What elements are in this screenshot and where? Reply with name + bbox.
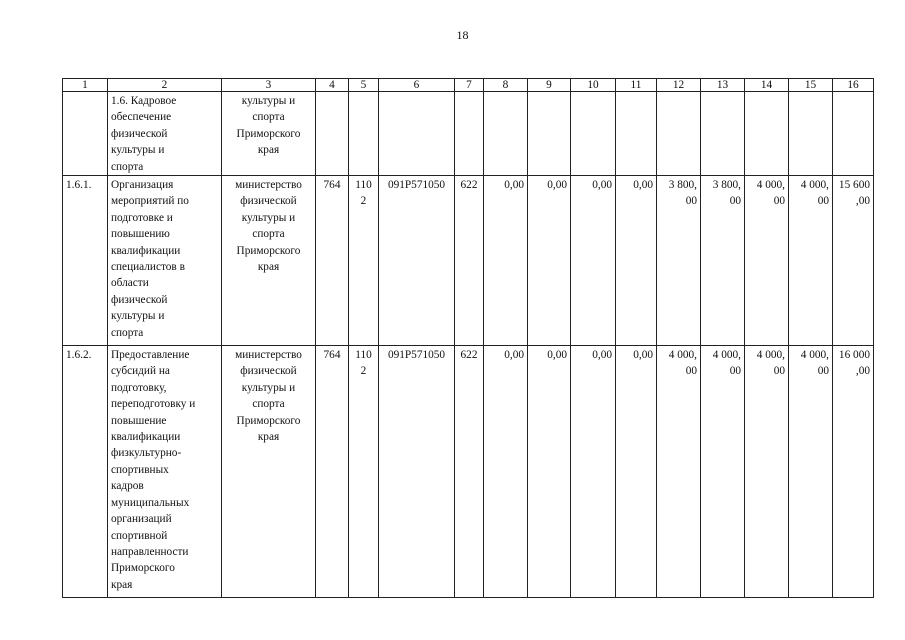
- amount-cell: 0,00: [571, 176, 616, 346]
- page-number: 18: [456, 28, 469, 42]
- row-number: 1.6.2.: [63, 346, 108, 598]
- empty-cell: [484, 92, 528, 176]
- amount-cell: 4 000, 00: [745, 346, 789, 598]
- table-row: [63, 346, 874, 598]
- responsible-executor: министерство физической культуры и спорта Приморского края: [222, 346, 316, 598]
- column-number: 13: [701, 79, 745, 92]
- empty-cell: [528, 92, 571, 176]
- amount-cell: 4 000, 00: [657, 346, 701, 598]
- amount-cell: 0,00: [571, 346, 616, 598]
- column-number: 8: [484, 79, 528, 92]
- activity-name: Организация мероприятий по подготовке и повышению квалификации специалистов в области физической культуры и спорта: [108, 176, 222, 346]
- ministry-code: 764: [316, 346, 349, 598]
- amount-cell: 0,00: [616, 346, 657, 598]
- amount-cell: 0,00: [484, 176, 528, 346]
- column-number: 10: [571, 79, 616, 92]
- expense-type-code: 622: [455, 176, 484, 346]
- program-table: [62, 78, 874, 598]
- column-number: 15: [789, 79, 833, 92]
- empty-cell: [455, 92, 484, 176]
- expense-type-code: 622: [455, 346, 484, 598]
- table-row: [63, 176, 874, 346]
- column-number: 6: [379, 79, 455, 92]
- amount-cell: 0,00: [528, 176, 571, 346]
- amount-cell: 0,00: [484, 346, 528, 598]
- empty-cell: [789, 92, 833, 176]
- section-code: 110 2: [349, 176, 379, 346]
- total-amount-cell: 16 000 ,00: [833, 346, 874, 598]
- amount-cell: 0,00: [528, 346, 571, 598]
- empty-cell: [745, 92, 789, 176]
- column-number: 2: [108, 79, 222, 92]
- row-number-cell: [63, 92, 108, 176]
- column-number: 14: [745, 79, 789, 92]
- section-code: 110 2: [349, 346, 379, 598]
- amount-cell: 4 000, 00: [789, 176, 833, 346]
- empty-cell: [616, 92, 657, 176]
- empty-cell: [316, 92, 349, 176]
- empty-cell: [833, 92, 874, 176]
- section-name: 1.6. Кадровое обеспечение физической культуры и спорта: [108, 92, 222, 176]
- responsible-executor: министерство физической культуры и спорта Приморского края: [222, 176, 316, 346]
- column-number: 16: [833, 79, 874, 92]
- column-number: 1: [63, 79, 108, 92]
- total-amount-cell: 15 600 ,00: [833, 176, 874, 346]
- empty-cell: [349, 92, 379, 176]
- empty-cell: [701, 92, 745, 176]
- amount-cell: 4 000, 00: [789, 346, 833, 598]
- empty-cell: [657, 92, 701, 176]
- table-row-section: [63, 92, 874, 176]
- column-number: 7: [455, 79, 484, 92]
- empty-cell: [379, 92, 455, 176]
- amount-cell: 4 000, 00: [701, 346, 745, 598]
- column-number: 11: [616, 79, 657, 92]
- column-number: 12: [657, 79, 701, 92]
- ministry-code: 764: [316, 176, 349, 346]
- amount-cell: 3 800, 00: [657, 176, 701, 346]
- empty-cell: [571, 92, 616, 176]
- column-number: 3: [222, 79, 316, 92]
- column-number-header: [63, 79, 874, 92]
- amount-cell: 0,00: [616, 176, 657, 346]
- amount-cell: 3 800, 00: [701, 176, 745, 346]
- column-number: 5: [349, 79, 379, 92]
- activity-name: Предоставление субсидий на подготовку, переподготовку и повышение квалификации физкультурно- спортивных кадров муниципальных организаций спортивной направленности Приморского края: [108, 346, 222, 598]
- responsible-executor: культуры и спорта Приморского края: [222, 92, 316, 176]
- row-number: 1.6.1.: [63, 176, 108, 346]
- column-number: 4: [316, 79, 349, 92]
- column-number: 9: [528, 79, 571, 92]
- amount-cell: 4 000, 00: [745, 176, 789, 346]
- target-article-code: 091Р571050: [379, 346, 455, 598]
- target-article-code: 091Р571050: [379, 176, 455, 346]
